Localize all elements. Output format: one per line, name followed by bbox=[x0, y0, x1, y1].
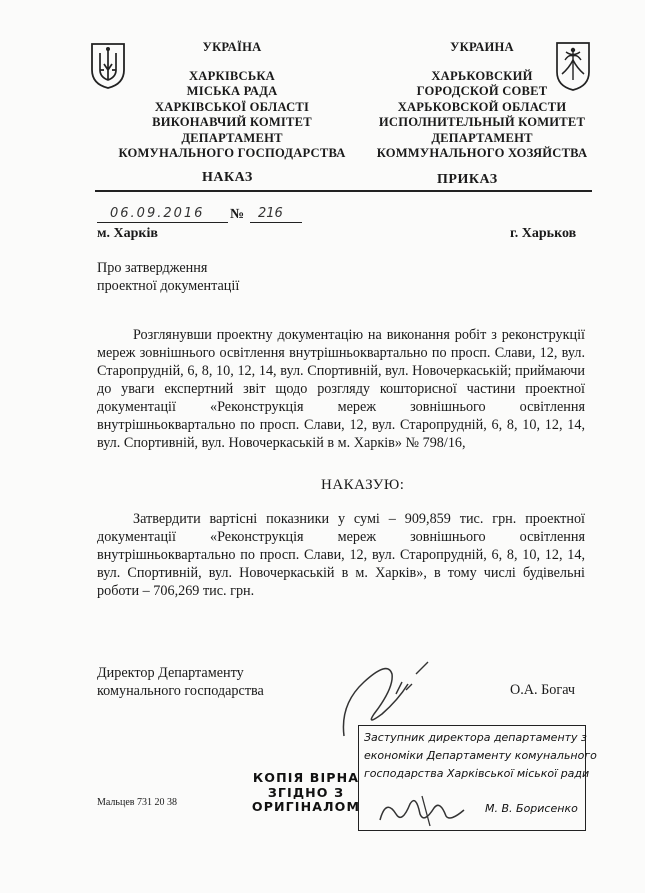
deputy-signature bbox=[376, 790, 472, 830]
certify-stamp-text bbox=[364, 729, 597, 783]
header-line: КОМУНАЛЬНОГО ГОСПОДАРСТВА bbox=[118, 146, 346, 160]
executor-info: Мальцев 731 20 38 bbox=[97, 797, 177, 808]
header-line: ГОРОДСКОЙ СОВЕТ bbox=[416, 84, 548, 98]
order-date: 06.09.2016 bbox=[110, 206, 205, 221]
signatory-title-line: комунального господарства bbox=[97, 683, 264, 699]
subject bbox=[97, 259, 239, 295]
place-ua: м. Харків bbox=[97, 226, 158, 241]
country-name-ru: УКРАИНА bbox=[450, 40, 514, 54]
certify-stamp-line: господарства Харківської міської ради bbox=[364, 767, 590, 780]
subject-line: Про затвердження bbox=[97, 260, 208, 276]
header-line: КОММУНАЛЬНОГО ХОЗЯЙСТВА bbox=[376, 146, 588, 160]
subject-line: проектної документації bbox=[97, 278, 240, 294]
order-word: НАКАЗУЮ: bbox=[321, 477, 405, 493]
header-line: ХАРЬКОВСКИЙ bbox=[431, 68, 533, 83]
header-line: ДЕПАРТАМЕНТ bbox=[181, 130, 283, 145]
order-number: 216 bbox=[258, 206, 283, 221]
copy-verified-stamp bbox=[246, 771, 366, 815]
header-line: МІСЬКА РАДА bbox=[186, 84, 278, 98]
header-line: ВИКОНАВЧИЙ КОМІТЕТ bbox=[152, 115, 312, 129]
copy-stamp-line: ЗГІДНО З bbox=[267, 784, 345, 800]
signatory-title-line: Директор Департаменту bbox=[97, 665, 244, 681]
preamble-paragraph: Розглянувши проектну документацію на виконання робіт з реконструкції мереж зовнішнього освітлення внутрішньоквартально по просп. Слави, 12, вул. Старопрудній, 6, 8, 10, 12, 14, вул. Спортивній, вул. Новочеркаській; приймаючи до уваги експертний звіт щодо розгляду кошторисної частини проектної документації «Реконструкція мереж зовнішнього освітлення внутрішньоквартально по просп. Слави, 12, вул. Старопрудній, 6, 8, 10, 12, 14, вул. Спортивній, вул. Новочеркаській в м. Харків» № 798/16, bbox=[97, 327, 585, 451]
date-underline bbox=[97, 222, 228, 223]
doc-type-ru: ПРИКАЗ bbox=[437, 172, 498, 187]
certify-stamp-line: Заступник директора департаменту з bbox=[364, 731, 587, 744]
header-left bbox=[102, 40, 362, 162]
header-divider bbox=[95, 190, 592, 192]
certify-stamp-line: економіки Департаменту комунального bbox=[364, 749, 597, 762]
country-name-ua: УКРАЇНА bbox=[202, 40, 262, 54]
number-underline bbox=[250, 222, 302, 223]
copy-stamp-line: КОПІЯ ВІРНА bbox=[252, 770, 360, 785]
header-line: ДЕПАРТАМЕНТ bbox=[431, 130, 533, 145]
header-line: ИСПОЛНИТЕЛЬНЫЙ КОМИТЕТ bbox=[378, 115, 586, 129]
certify-stamp-name: М. В. Борисенко bbox=[485, 802, 578, 815]
order-paragraph: Затвердити вартісні показники у сумі – 909,859 тис. грн. проектної документації «Реконструкція мереж зовнішнього освітлення внутрішньоквартально по просп. Слави, 12, вул. Старопрудній, 6, 8, 10, 12, 14, вул. Спортивній, вул. Новочеркаській в м. Харків», в тому числі будівельні роботи – 706,269 тис. грн. bbox=[97, 511, 585, 599]
copy-stamp-line: ОРИГІНАЛОМ bbox=[251, 799, 361, 814]
header-line: ХАРЬКОВСКОЙ ОБЛАСТИ bbox=[397, 99, 567, 114]
place-ru: г. Харьков bbox=[510, 226, 577, 241]
header-line: ХАРКІВСЬКА bbox=[189, 68, 275, 83]
header-line: ХАРКІВСЬКОЇ ОБЛАСТІ bbox=[154, 99, 310, 114]
header-right bbox=[357, 40, 607, 162]
doc-type-ua: НАКАЗ bbox=[202, 170, 253, 185]
signatory-title bbox=[97, 664, 264, 700]
signatory-name: О.А. Богач bbox=[510, 682, 576, 698]
number-sign: № bbox=[230, 207, 245, 222]
